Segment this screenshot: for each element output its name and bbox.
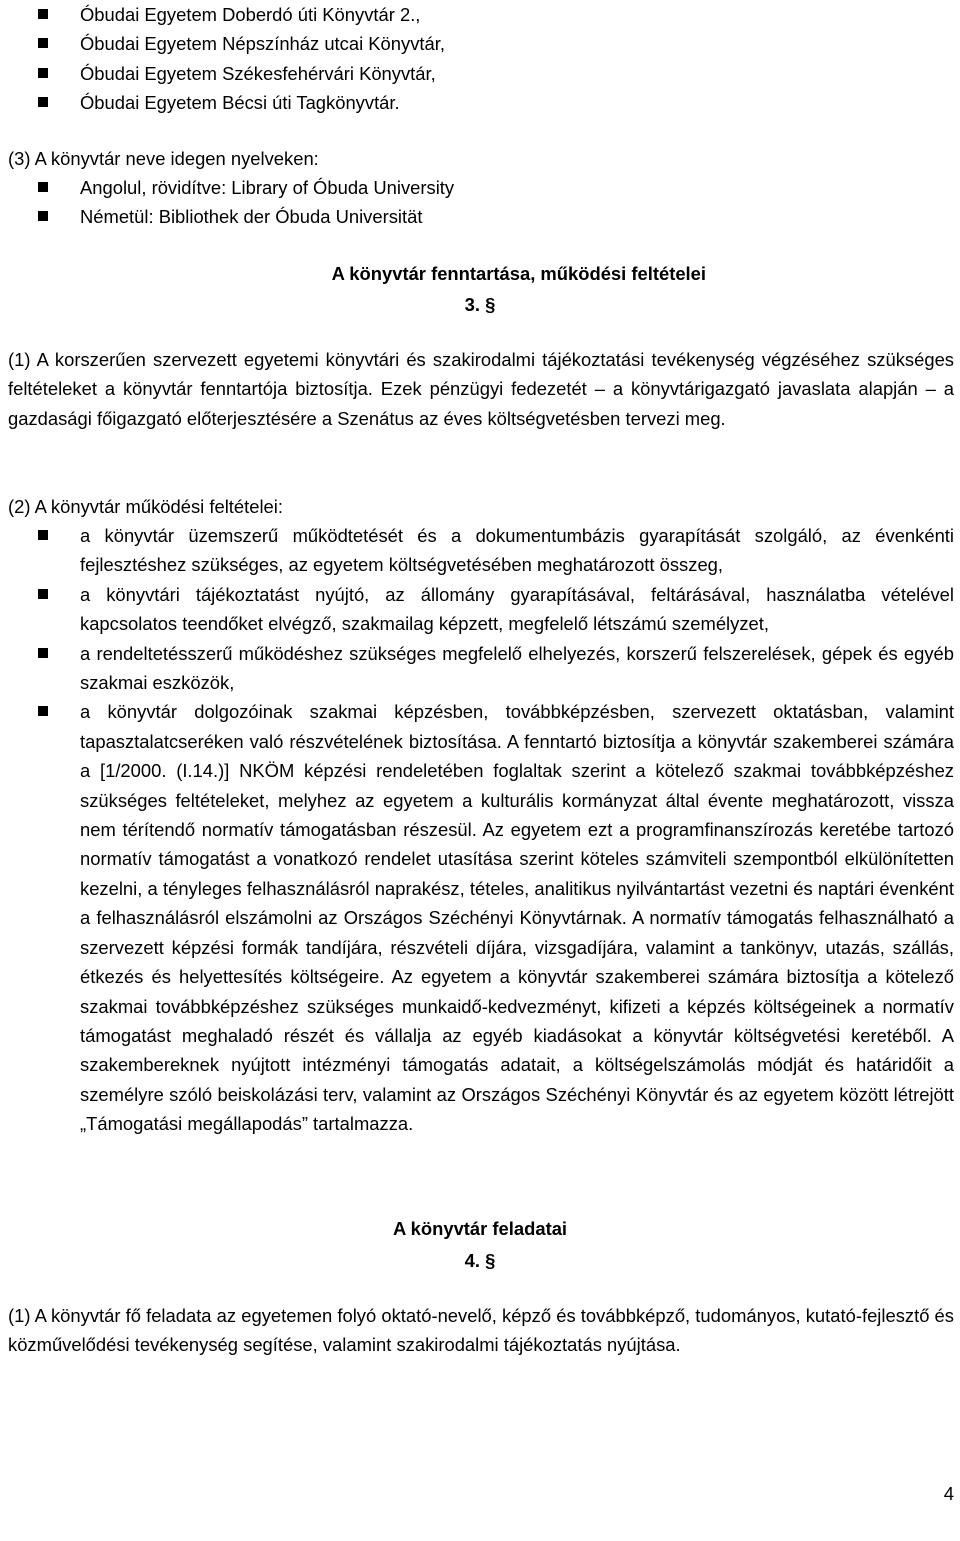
list-item: a könyvtári tájékoztatást nyújtó, az állomány gyarapításával, feltárásával, használatba vételével kapcsolatos teendőket elvégző, szakmailag képzett, megfelelő létszámú személyzet, bbox=[8, 580, 954, 639]
foreign-names-intro: (3) A könyvtár neve idegen nyelveken: bbox=[8, 148, 319, 169]
foreign-names-list bbox=[8, 173, 954, 232]
paragraph: (1) A könyvtár fő feladata az egyetemen folyó oktató-nevelő, képző és továbbképző, tudományos, kutató-fejlesztő és közművelődési tevékenység segítése, valamint szakirodalmi tájékoztatás nyújtása. bbox=[8, 1305, 954, 1356]
library-list bbox=[8, 0, 954, 118]
list-item: a könyvtár dolgozóinak szakmai képzésben, továbbképzésben, szervezett oktatásban, valamint tapasztalatcseréken való részvételének biztosítása. A fenntartó biztosítja a könyvtár szakemberei számára a [1/2000. (I.14.)] NKÖM képzési rendeletében foglaltak szerint a kötelező szakmai továbbképzéshez szükséges feltételeket, melyhez az egyetem a kulturális kormányzat által évente meghatározott, vissza nem térítendő normatív támogatásban részesül. Az egyetem ezt a programfinanszírozás keretébe tartozó normatív támogatást a vonatkozó rendelet utasítása szerint köteles számviteli szempontból elkülönítetten kezelni, a tényleges felhasználásról naprakész, tételes, analitikus nyilvántartást vezetni és naptári évenként a felhasználásról elszámolni az Országos Széchényi Könyvtárnak. A normatív támogatás felhasználható a szervezett képzési formák tandíjára, részvételi díjára, vizsgadíjára, valamint a tankönyv, utazás, szállás, étkezés és helyettesítés költségeire. Az egyetem a könyvtár szakemberei számára biztosítja a kötelező szakmai továbbképzéshez szükséges munkaidő-kedvezményt, kifizeti a képzés költségeinek a normatív támogatást meghaladó részét és vállalja az egyéb kiadásokat a könyvtár költségvetési keretéből. A szakembereknek nyújtott intézményi támogatás adatait, a költségelszámolás módját és határidőit a személyre szóló beiskolázási terv, valamint az Országos Széchényi Könyvtár és az egyetem között létrejött „Támogatási megállapodás” tartalmazza. bbox=[8, 697, 954, 1138]
list-item: Óbudai Egyetem Bécsi úti Tagkönyvtár. bbox=[8, 88, 954, 117]
list-item: a rendeltetésszerű működéshez szükséges megfelelő elhelyezés, korszerű felszerelések, gépek és egyéb szakmai eszközök, bbox=[8, 639, 954, 698]
paragraph: (1) A korszerűen szervezett egyetemi könyvtári és szakirodalmi tájékoztatási tevékenység végzéséhez szükséges feltételeket a könyvtár fenntartója biztosítja. Ezek pénzügyi fedezetét – a könyvtárigazgató javaslata alapján – a gazdasági főigazgató előterjesztésére a Szenátus az éves költségvetésben tervezi meg. bbox=[8, 349, 954, 429]
section-number: 3. § bbox=[464, 294, 496, 315]
section-number: 4. § bbox=[464, 1250, 496, 1271]
list-item: Óbudai Egyetem Székesfehérvári Könyvtár, bbox=[8, 59, 954, 88]
list-item: Németül: Bibliothek der Óbuda Universität bbox=[8, 202, 954, 231]
list-item: Óbudai Egyetem Népszínház utcai Könyvtár, bbox=[8, 29, 954, 58]
paragraph-intro: (2) A könyvtár működési feltételei: bbox=[8, 496, 283, 517]
section-title: A könyvtár fenntartása, működési feltételei bbox=[331, 263, 706, 284]
section-title: A könyvtár feladatai bbox=[392, 1218, 568, 1239]
page-number: 4 bbox=[943, 1483, 954, 1504]
list-item: Angolul, rövidítve: Library of Óbuda University bbox=[8, 173, 954, 202]
conditions-list bbox=[8, 521, 954, 1139]
list-item: Óbudai Egyetem Doberdó úti Könyvtár 2., bbox=[8, 0, 954, 29]
list-item: a könyvtár üzemszerű működtetését és a dokumentumbázis gyarapítását szolgáló, az évenkénti fejlesztéshez szükséges, az egyetem költségvetésében meghatározott összeg, bbox=[8, 521, 954, 580]
